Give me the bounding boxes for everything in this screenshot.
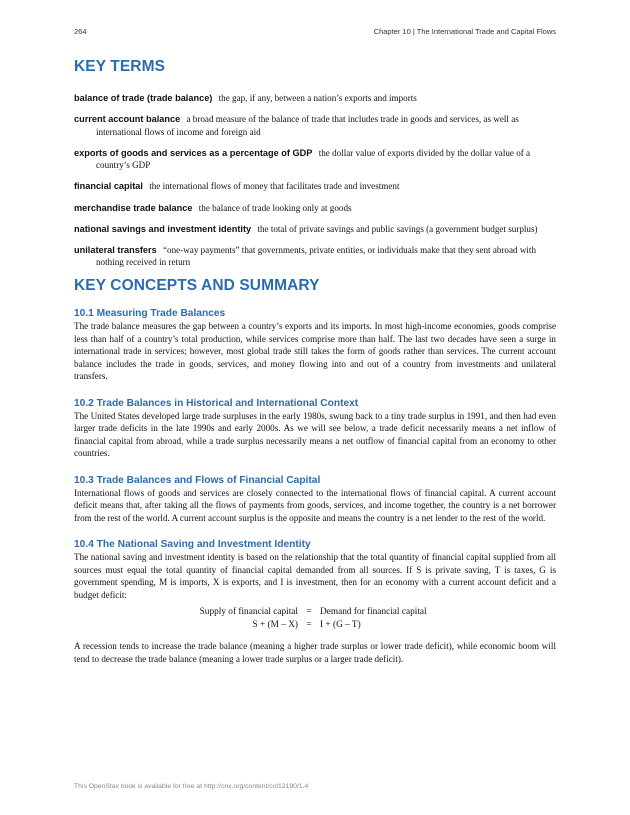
chapter-title: Chapter 10 | The International Trade and Capital Flows [373, 27, 556, 36]
key-terms-list [74, 92, 556, 269]
page-number: 264 [74, 27, 87, 36]
term-name: unilateral transfers [74, 244, 157, 255]
key-term [74, 92, 556, 105]
key-term [74, 113, 556, 138]
summary-heading: KEY CONCEPTS AND SUMMARY [74, 277, 320, 295]
section-title: 10.4 The National Saving and Investment Identity [74, 539, 311, 551]
summary-section [74, 475, 556, 525]
term-definition: the total of private savings and public savings (a government budget surplus) [257, 223, 538, 234]
equals-sign: = [306, 620, 312, 631]
summary-sections [74, 308, 556, 665]
term-name: exports of goods and services as a percentage of GDP [74, 147, 313, 158]
summary-section [74, 398, 556, 460]
term-definition: “one-way payments” that governments, private entities, or individuals make that they sent abroad with nothing received in return [96, 244, 537, 268]
term-name: merchandise trade balance [74, 202, 193, 213]
term-name: national savings and investment identity [74, 223, 252, 234]
key-terms-heading: KEY TERMS [74, 58, 166, 75]
equals-sign: = [306, 607, 312, 618]
section-text: International flows of goods and services are closely connected to the international flows of financial capital. A current account deficit means that, after taking all the flows of payments from goods, services, and income together, the country is a net borrower from the rest of the world. A current account surplus is the opposite and means the country is a net lender to the rest of the world. [74, 487, 556, 523]
identity-equations [74, 606, 556, 632]
section-text: The trade balance measures the gap between a country’s exports and its imports. In most high-income economies, goods comprise less than half of a country’s total production, while services comprise more than half. The last two decades have seen a surge in international trade in services; however, most global trade still takes the form of goods rather than services. The current account balance includes the trade in goods, services, and money flowing into and out of a country from investments and unilateral transfers. [74, 321, 556, 382]
term-name: balance of trade (trade balance) [74, 93, 213, 103]
footer-note: This OpenStax book is available for free at http://cnx.org/content/col12190/1.4 [74, 783, 309, 790]
key-term [74, 147, 556, 172]
key-term [74, 202, 556, 215]
key-term [74, 223, 556, 236]
key-term [74, 180, 556, 193]
section-text: The United States developed large trade surpluses in the early 1980s, swung back to a tiny trade surplus in 1991, and then had even larger trade deficits in the late 1990s and early 2000s. As we will see below, a trade deficit necessarily means a net inflow of financial capital from abroad, while a trade surplus necessarily means a net outflow of financial capital from an economy to other countries. [74, 410, 556, 459]
page-content [74, 58, 556, 665]
section-title: 10.2 Trade Balances in Historical and International Context [74, 397, 359, 409]
section-text: The national saving and investment identity is based on the relationship that the total quantity of financial capital supplied from all sources must equal the total quantity of financial capital demanded from all sources. If S is private saving, T is taxes, G is government spending, M is imports, X is exports, and I is investment, then for an economy with a current account deficit and a budget deficit: [74, 552, 556, 600]
term-name: financial capital [74, 181, 143, 192]
summary-section [74, 539, 556, 665]
equation-lhs: Supply of financial capital [199, 607, 298, 618]
section-title: 10.3 Trade Balances and Flows of Financial Capital [74, 474, 321, 486]
section-text-after: A recession tends to increase the trade balance (meaning a higher trade surplus or lower trade deficit), while economic boom will tend to decrease the trade balance (meaning a lower trade surplus or a larger trade deficit). [74, 641, 556, 664]
equation-rhs: Demand for financial capital [320, 607, 427, 618]
term-definition: the dollar value of exports divided by the dollar value of a country’s GDP [96, 147, 531, 171]
summary-section [74, 308, 556, 383]
term-name: current account balance [74, 114, 181, 125]
term-definition: a broad measure of the balance of trade that includes trade in goods and services, as well as international flows of income and foreign aid [96, 114, 519, 137]
equation-row [74, 619, 556, 632]
key-term [74, 244, 556, 269]
term-definition: the international flows of money that facilitates trade and investment [149, 181, 400, 192]
term-definition: the gap, if any, between a nation’s exports and imports [218, 93, 417, 103]
equation-row [74, 606, 556, 619]
equation-rhs: I + (G – T) [320, 620, 361, 631]
equation-lhs: S + (M – X) [252, 620, 298, 631]
section-title: 10.1 Measuring Trade Balances [74, 308, 226, 320]
term-definition: the balance of trade looking only at goods [198, 202, 352, 213]
